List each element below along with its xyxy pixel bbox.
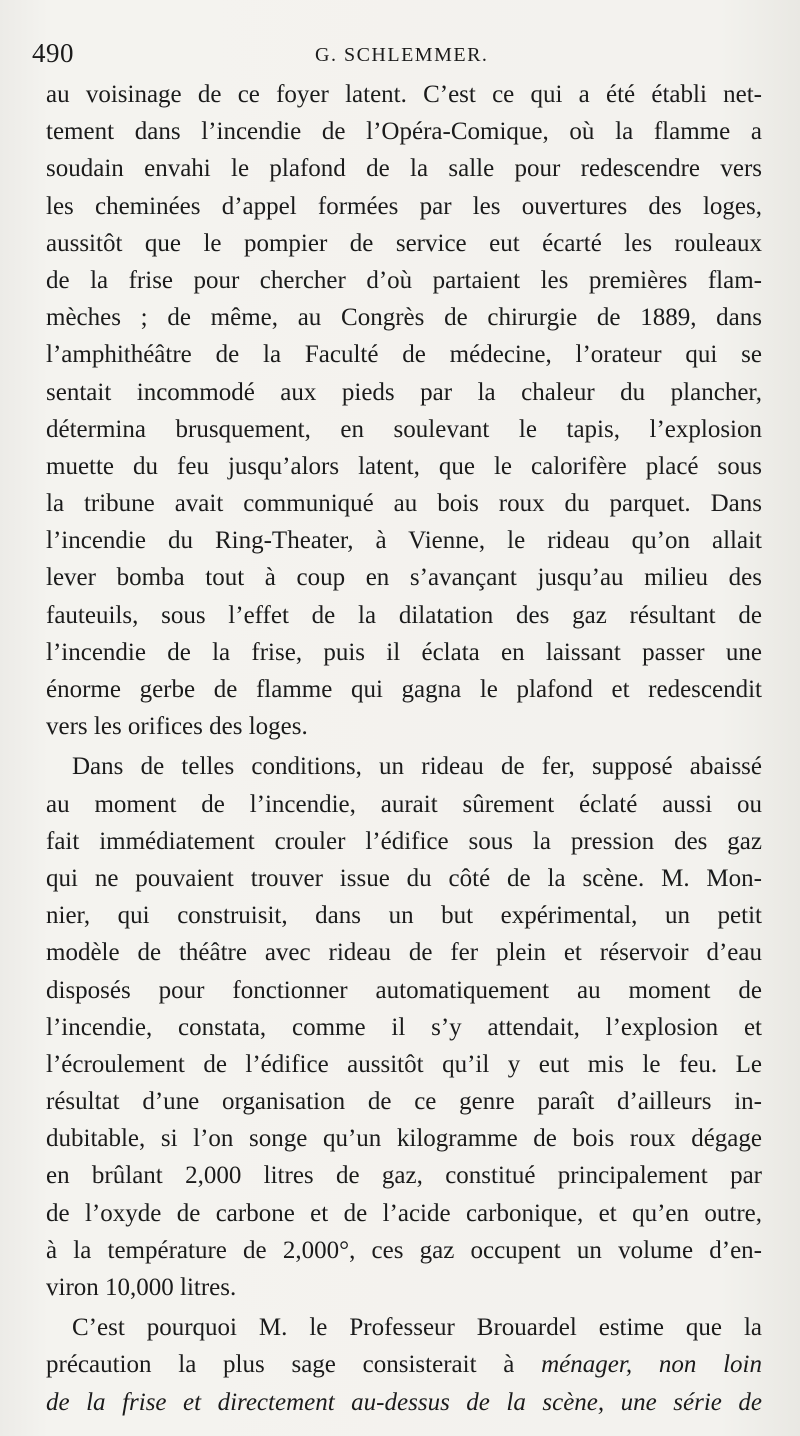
text-line: les cheminées d’appel formées par les ouvertures des loges, xyxy=(46,192,762,220)
text-line: viron 10,000 litres. xyxy=(46,1274,237,1301)
paragraph-2 xyxy=(46,748,762,1306)
body-text xyxy=(46,76,762,1421)
text-line: soudain envahi le plafond de la salle pour redescendre vers xyxy=(46,155,762,183)
text-line: fauteuils, sous l’effet de la dilatation des gaz résultant de xyxy=(46,601,762,629)
text-line: de la frise pour chercher d’où partaient les premières flam- xyxy=(46,266,762,294)
text-line xyxy=(46,1346,762,1383)
text-line: au voisinage de ce foyer latent. C’est ce qui a été établi net- xyxy=(46,81,762,108)
text-line: qui ne pouvaient trouver issue du côté de la scène. M. Mon- xyxy=(46,864,762,892)
text-line: de l’oxyde de carbone et de l’acide carbonique, et qu’en outre, xyxy=(46,1199,762,1227)
text-line: nier, qui construisit, dans un but expérimental, un petit xyxy=(46,902,762,930)
text-line: dubitable, si l’on songe qu’un kilogramme de bois roux dégage xyxy=(46,1125,762,1153)
text-line: tement dans l’incendie de l’Opéra-Comique, où la flamme a xyxy=(46,118,762,146)
text-line: l’amphithéâtre de la Faculté de médecine, l’orateur qui se xyxy=(46,341,762,369)
text-run-italic: ménager, non loin xyxy=(541,1351,762,1379)
text-line: en brûlant 2,000 litres de gaz, constitué principalement par xyxy=(46,1162,762,1190)
text-line: sentait incommodé aux pieds par la chaleur du plancher, xyxy=(46,378,762,406)
text-line: lever bomba tout à coup en s’avançant jusqu’au milieu des xyxy=(46,564,762,592)
text-line: détermina brusquement, en soulevant le tapis, l’explosion xyxy=(46,415,762,443)
text-line: disposés pour fonctionner automatiquement au moment de xyxy=(46,976,762,1004)
text-line: l’incendie, constata, comme il s’y attendait, l’explosion et xyxy=(46,1013,762,1041)
text-line: l’écroulement de l’édifice aussitôt qu’il y eut mis le feu. Le xyxy=(46,1050,762,1078)
paragraph-3 xyxy=(46,1309,762,1421)
text-line: la tribune avait communiqué au bois roux du parquet. Dans xyxy=(46,490,762,518)
text-line: résultat d’une organisation de ce genre paraît d’ailleurs in- xyxy=(46,1088,762,1116)
text-line: Dans de telles conditions, un rideau de fer, supposé abaissé xyxy=(72,753,762,781)
text-line: muette du feu jusqu’alors latent, que le calorifère placé sous xyxy=(46,452,762,480)
page-number: 490 xyxy=(32,38,74,68)
text-line: l’incendie de la frise, puis il éclata en laissant passer une xyxy=(46,638,762,666)
text-line: modèle de théâtre avec rideau de fer plein et réservoir d’eau xyxy=(46,939,762,967)
paragraph-1 xyxy=(46,76,762,745)
text-line: mèches ; de même, au Congrès de chirurgie de 1889, dans xyxy=(46,304,762,332)
text-run-roman: précaution la plus sage consisterait à xyxy=(46,1351,542,1379)
page-header xyxy=(30,38,770,78)
text-line: de la frise et directement au-dessus de la scène, une série de xyxy=(46,1388,762,1416)
text-line: fait immédiatement crouler l’édifice sous la pression des gaz xyxy=(46,827,762,855)
text-line: énorme gerbe de flamme qui gagna le plafond et redescendit xyxy=(46,676,762,703)
text-line: aussitôt que le pompier de service eut écarté les rouleaux xyxy=(46,229,762,257)
running-head: G. SCHLEMMER. xyxy=(315,44,489,66)
text-line: C’est pourquoi M. le Professeur Brouardel estime que la xyxy=(72,1314,762,1342)
text-line: vers les orifices des loges. xyxy=(46,713,308,741)
text-line: au moment de l’incendie, aurait sûrement éclaté aussi ou xyxy=(46,790,762,818)
text-line: à la température de 2,000°, ces gaz occupent un volume d’en- xyxy=(46,1236,762,1264)
text-line: l’incendie du Ring-Theater, à Vienne, le rideau qu’on allait xyxy=(46,527,762,555)
